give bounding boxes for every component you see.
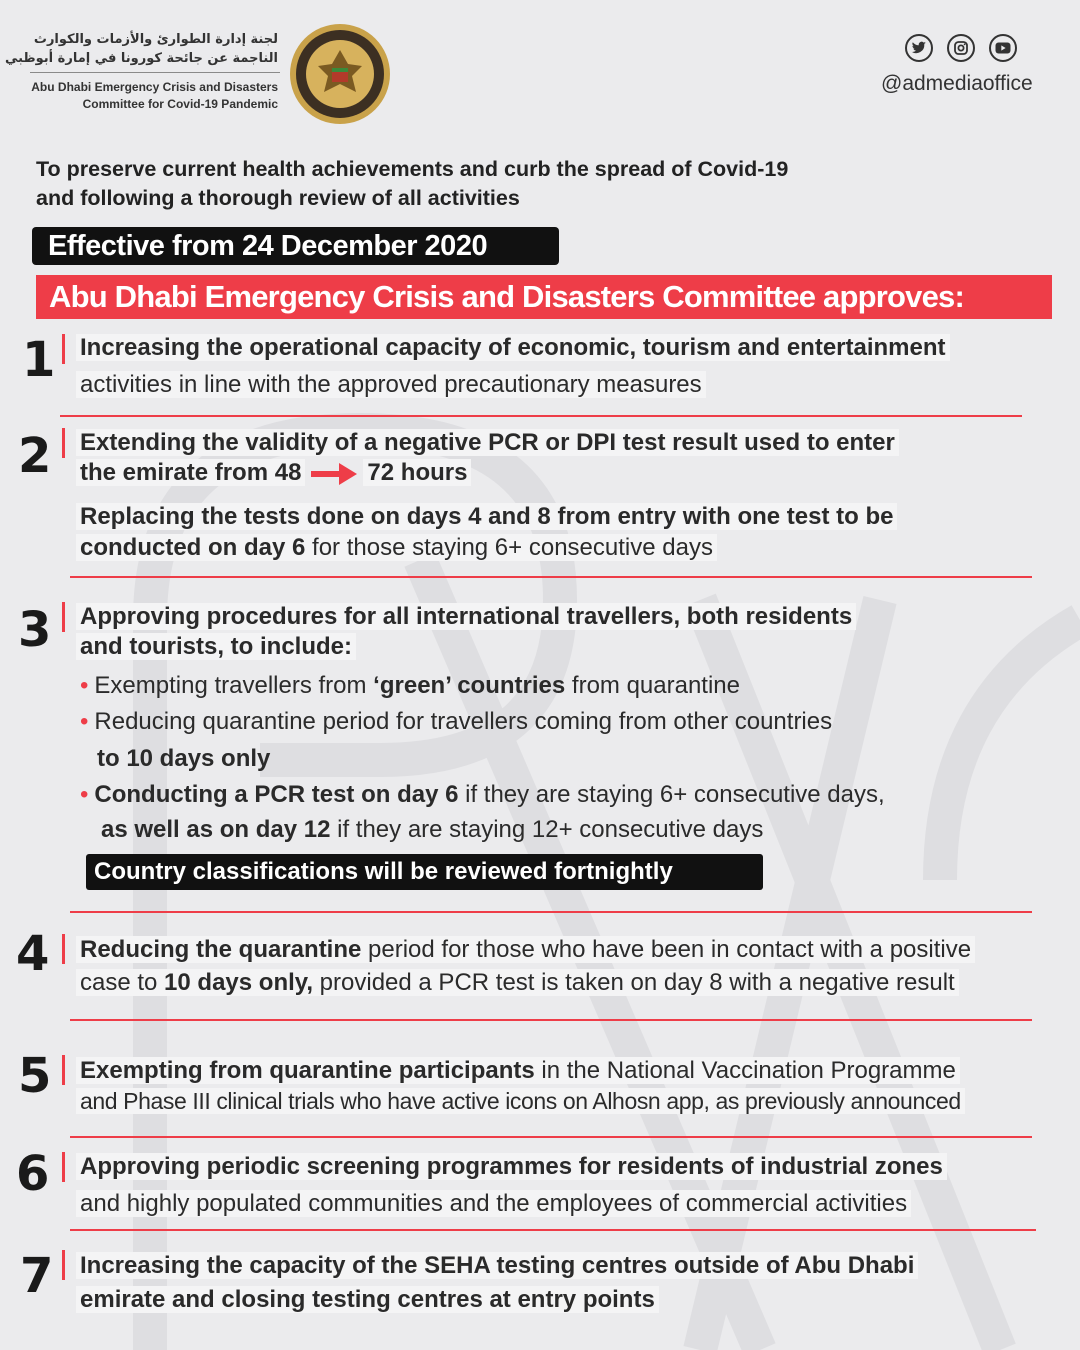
item-2-line4-bold: conducted on day 6	[80, 534, 306, 561]
country-classification-note: Country classifications will be reviewed fortnightly	[86, 854, 763, 890]
social-icons	[905, 34, 1017, 62]
item-5-line1	[76, 1055, 960, 1086]
item-5-line2	[76, 1086, 965, 1117]
intro-line1: To preserve current health achievements and curb the spread of Covid-19	[36, 157, 789, 181]
bullet-2-text-a: Reducing quarantine period for travellers coming from other countries	[94, 708, 833, 735]
item-7-marker	[62, 1250, 65, 1280]
item-6-line2	[76, 1188, 911, 1219]
divider-1	[60, 415, 1022, 417]
item-2-to-hours: 72 hours	[363, 459, 471, 486]
item-5-line1-rest: in the National Vaccination Programme	[534, 1057, 956, 1084]
item-2-line1	[76, 427, 899, 458]
item-2-line4	[76, 532, 717, 563]
item-3-line1-text: Approving procedures for all international travellers, both residents	[76, 603, 856, 630]
intro-line2: and following a thorough review of all activities	[36, 186, 520, 210]
item-1-line2	[76, 369, 706, 400]
item-4-line1	[76, 934, 975, 965]
bullet-3-text-d: if they are staying 12+ consecutive days	[330, 816, 764, 843]
item-2-from-hours: the emirate from 48	[76, 459, 305, 486]
item-5-line2-text: and Phase III clinical trials who have active icons on Alhosn app, as previously announced	[76, 1088, 965, 1114]
bullet-1-text-c: from quarantine	[565, 672, 740, 699]
item-3-bullet-1: • Exempting travellers from ‘green’ countries from quarantine	[80, 672, 740, 699]
item-4-line1-bold: Reducing the quarantine	[80, 936, 362, 963]
committee-approves-banner: Abu Dhabi Emergency Crisis and Disasters Committee approves:	[36, 275, 1052, 319]
item-6-line1	[76, 1151, 947, 1182]
english-committee-title	[0, 79, 278, 113]
item-5-number: 5	[18, 1048, 52, 1104]
item-3-line1	[76, 601, 856, 632]
item-3-bullet-3: • Conducting a PCR test on day 6 if they are staying 6+ consecutive days,	[80, 781, 885, 808]
instagram-icon[interactable]	[947, 34, 975, 62]
divider-2	[70, 576, 1032, 578]
effective-date-badge: Effective from 24 December 2020	[32, 227, 559, 265]
bullet-3-text-c: as well as on day 12	[101, 816, 331, 843]
item-4-marker	[62, 934, 65, 964]
item-4-line2-rest: provided a PCR test is taken on day 8 with a negative result	[313, 969, 955, 996]
arabic-title-line2: الناجمة عن جائحة كورونا في إمارة أبوظبي	[4, 51, 278, 66]
item-3-bullet-2-cont	[97, 743, 270, 774]
item-3-bullet-3-cont	[101, 814, 763, 845]
item-2-line3	[76, 501, 897, 532]
twitter-icon[interactable]	[905, 34, 933, 62]
item-4-line2-bold: 10 days only,	[164, 969, 314, 996]
item-6-line1-text: Approving periodic screening programmes for residents of industrial zones	[76, 1153, 947, 1180]
item-1-line1	[76, 332, 950, 363]
item-2-line2	[76, 457, 471, 488]
item-2-marker	[62, 428, 65, 458]
item-3-marker	[62, 602, 65, 632]
item-7-line1	[76, 1250, 918, 1281]
item-1-line1-text: Increasing the operational capacity of economic, tourism and entertainment	[76, 334, 950, 361]
header-divider	[30, 72, 280, 73]
item-6-marker	[62, 1152, 65, 1182]
item-5-line1-bold: Exempting from quarantine participants	[80, 1057, 535, 1084]
english-title-line2: Committee for Covid-19 Pandemic	[82, 97, 278, 111]
item-3-bullet-2: • Reducing quarantine period for travellers coming from other countries	[80, 708, 833, 735]
arabic-committee-title	[0, 30, 278, 68]
item-4-line2	[76, 967, 959, 998]
bullet-2-text-b: to 10 days only	[97, 745, 271, 772]
divider-4	[70, 1019, 1032, 1021]
english-title-line1: Abu Dhabi Emergency Crisis and Disasters	[31, 80, 278, 94]
committee-emblem-icon	[288, 22, 392, 126]
item-1-line2-text: activities in line with the approved precautionary measures	[76, 371, 706, 398]
item-3-line2	[76, 631, 356, 662]
item-3-line2-text: and tourists, to include:	[76, 633, 356, 660]
arabic-title-line1: لجنة إدارة الطوارئ والأزمات والكوارث	[33, 32, 278, 47]
item-1-number: 1	[22, 332, 56, 388]
bullet-1-text-a: Exempting travellers from	[94, 672, 374, 699]
item-4-line2-a: case to	[80, 969, 165, 996]
bullet-3-text-a: Conducting a PCR test on day 6	[94, 781, 459, 808]
item-7-line1-text: Increasing the capacity of the SEHA testing centres outside of Abu Dhabi	[76, 1252, 918, 1279]
divider-3	[70, 911, 1032, 913]
youtube-icon[interactable]	[989, 34, 1017, 62]
divider-5	[70, 1136, 1032, 1138]
item-6-number: 6	[16, 1146, 50, 1202]
item-7-number: 7	[20, 1248, 54, 1304]
bullet-3-text-b: if they are staying 6+ consecutive days,	[458, 781, 885, 808]
item-6-line2-text: and highly populated communities and the employees of commercial activities	[76, 1190, 911, 1217]
item-4-number: 4	[16, 926, 50, 982]
item-7-line2	[76, 1284, 659, 1315]
item-2-line3-text: Replacing the tests done on days 4 and 8 from entry with one test to be	[76, 503, 897, 530]
divider-6	[70, 1229, 1036, 1231]
item-3-number: 3	[18, 602, 52, 658]
bullet-1-text-b: ‘green’ countries	[373, 672, 566, 699]
item-7-line2-text: emirate and closing testing centres at entry points	[76, 1286, 659, 1313]
item-2-number: 2	[18, 428, 52, 484]
item-4-line1-rest: period for those who have been in contact with a positive	[361, 936, 972, 963]
item-2-line4-rest: for those staying 6+ consecutive days	[305, 534, 713, 561]
social-handle: @admediaoffice	[881, 72, 1033, 95]
intro-text	[36, 155, 916, 213]
item-2-line1-text: Extending the validity of a negative PCR or DPI test result used to enter	[76, 429, 899, 456]
arrow-right-icon	[311, 463, 357, 485]
item-5-marker	[62, 1055, 65, 1085]
item-1-marker	[62, 334, 65, 364]
